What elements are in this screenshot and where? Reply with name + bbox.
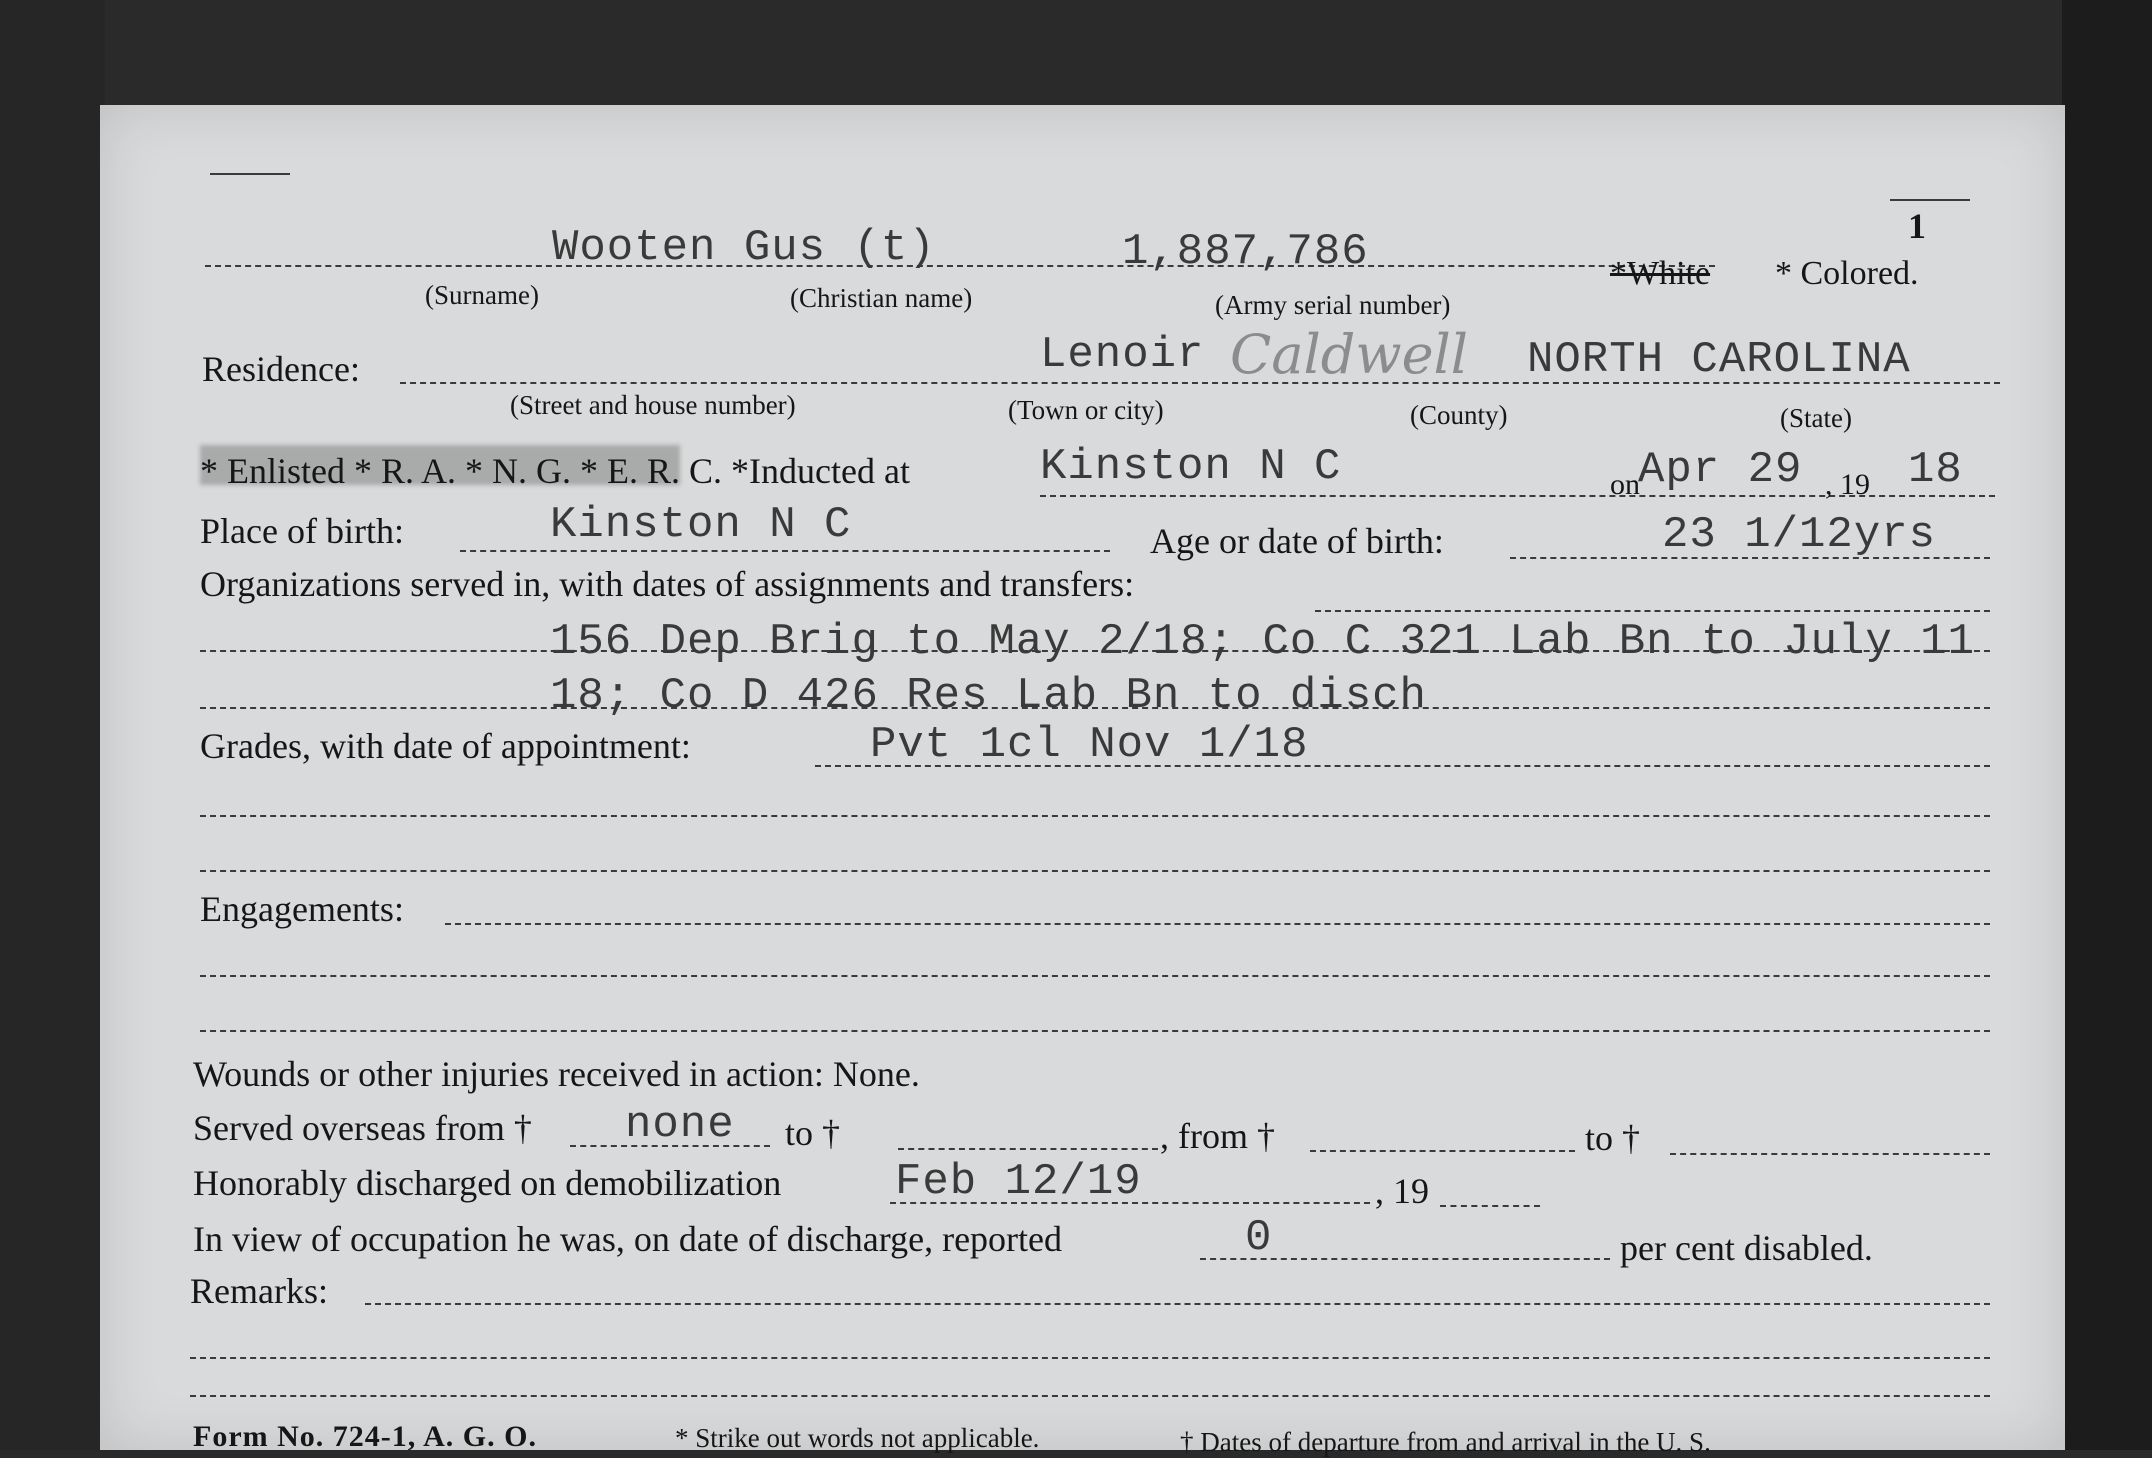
organizations-line-0 <box>1315 610 1990 612</box>
residence-state: NORTH CAROLINA <box>1527 335 1911 385</box>
grades-value: Pvt 1cl Nov 1/18 <box>870 720 1309 770</box>
birth-label: Place of birth: <box>200 511 404 551</box>
remarks-label: Remarks: <box>190 1271 328 1311</box>
induction-year: 18 <box>1908 445 1963 495</box>
serial-value: 1,887,786 <box>1122 227 1369 277</box>
card-number: 1 <box>1908 206 1926 246</box>
disability-value: 0 <box>1245 1213 1273 1263</box>
birth-place: Kinston N C <box>550 500 852 550</box>
discharge-date: Feb 12/19 <box>895 1157 1142 1207</box>
birth-line <box>460 550 1110 552</box>
footer-note1: * Strike out words not applicable. <box>675 1423 1040 1453</box>
induction-year-prefix: , 19 <box>1825 468 1870 501</box>
age-label: Age or date of birth: <box>1150 521 1444 561</box>
induction-on: on <box>1610 468 1640 501</box>
label-state: (State) <box>1780 403 1852 433</box>
residence-town: Lenoir <box>1040 330 1205 380</box>
top-left-mark <box>210 173 290 175</box>
race-white-struck: *White <box>1610 255 1711 292</box>
overseas-to2: to † <box>1585 1118 1641 1158</box>
grades-label: Grades, with date of appointment: <box>200 726 691 766</box>
background-right <box>2062 0 2152 1450</box>
discharge-year-label: , 19 <box>1375 1171 1429 1211</box>
age-value: 23 1/12yrs <box>1662 510 1937 560</box>
label-serial: (Army serial number) <box>1215 290 1451 320</box>
induction-place: Kinston N C <box>1040 442 1342 492</box>
race-colored: * Colored. <box>1775 255 1919 292</box>
label-christian: (Christian name) <box>790 283 973 313</box>
grades-line-2 <box>200 815 1990 817</box>
residence-county: Caldwell <box>1230 323 1469 386</box>
remarks-line-3 <box>190 1395 1990 1397</box>
organizations-line1: 156 Dep Brig to May 2/18; Co C 321 Lab Bn to July 11 <box>550 617 1976 667</box>
name-line <box>205 265 1715 267</box>
card-number-rule <box>1890 199 1970 201</box>
label-surname: (Surname) <box>425 280 539 310</box>
engagements-line-2 <box>200 975 1990 977</box>
organizations-label: Organizations served in, with dates of assignments and transfers: <box>200 564 1135 604</box>
overseas-from2-line <box>1310 1150 1575 1152</box>
overseas-from2: , from † <box>1160 1116 1275 1156</box>
disability-label: In view of occupation he was, on date of discharge, reported <box>193 1219 1063 1259</box>
label-town: (Town or city) <box>1008 395 1164 425</box>
background-left <box>0 0 105 1450</box>
disability-suffix: per cent disabled. <box>1620 1228 1873 1268</box>
engagements-line-1 <box>445 923 1990 925</box>
footer-form: Form No. 724-1, A. G. O. <box>193 1420 537 1453</box>
engagements-line-3 <box>200 1030 1990 1032</box>
label-county: (County) <box>1410 400 1508 430</box>
discharge-year-line <box>1440 1205 1540 1207</box>
surname-christian-value: Wooten Gus (t) <box>552 223 936 273</box>
overseas-from-value: none <box>625 1100 735 1150</box>
label-street: (Street and house number) <box>510 390 796 420</box>
race-white <box>1610 255 1710 293</box>
wounds-text: Wounds or other injuries received in action: None. <box>193 1054 920 1094</box>
engagements-label: Engagements: <box>200 889 404 929</box>
induction-prefix: * Enlisted * R. A. * N. G. * E. R. C. *Inducted at <box>200 451 910 491</box>
overseas-label: Served overseas from † <box>193 1108 532 1148</box>
overseas-to2-line <box>1670 1153 1990 1155</box>
residence-label: Residence: <box>202 349 360 389</box>
organizations-line2: 18; Co D 426 Res Lab Bn to disch <box>550 671 1427 721</box>
discharge-label: Honorably discharged on demobilization <box>193 1163 782 1203</box>
remarks-line-2 <box>190 1357 1990 1359</box>
remarks-line-1 <box>365 1303 1990 1305</box>
service-record-card <box>100 105 2065 1457</box>
induction-date: Apr 29 <box>1638 445 1803 495</box>
overseas-to-line <box>898 1148 1158 1150</box>
overseas-to: to † <box>785 1113 841 1153</box>
footer-note2: † Dates of departure from and arrival in the U. S. <box>1180 1427 1711 1457</box>
grades-line-3 <box>200 870 1990 872</box>
